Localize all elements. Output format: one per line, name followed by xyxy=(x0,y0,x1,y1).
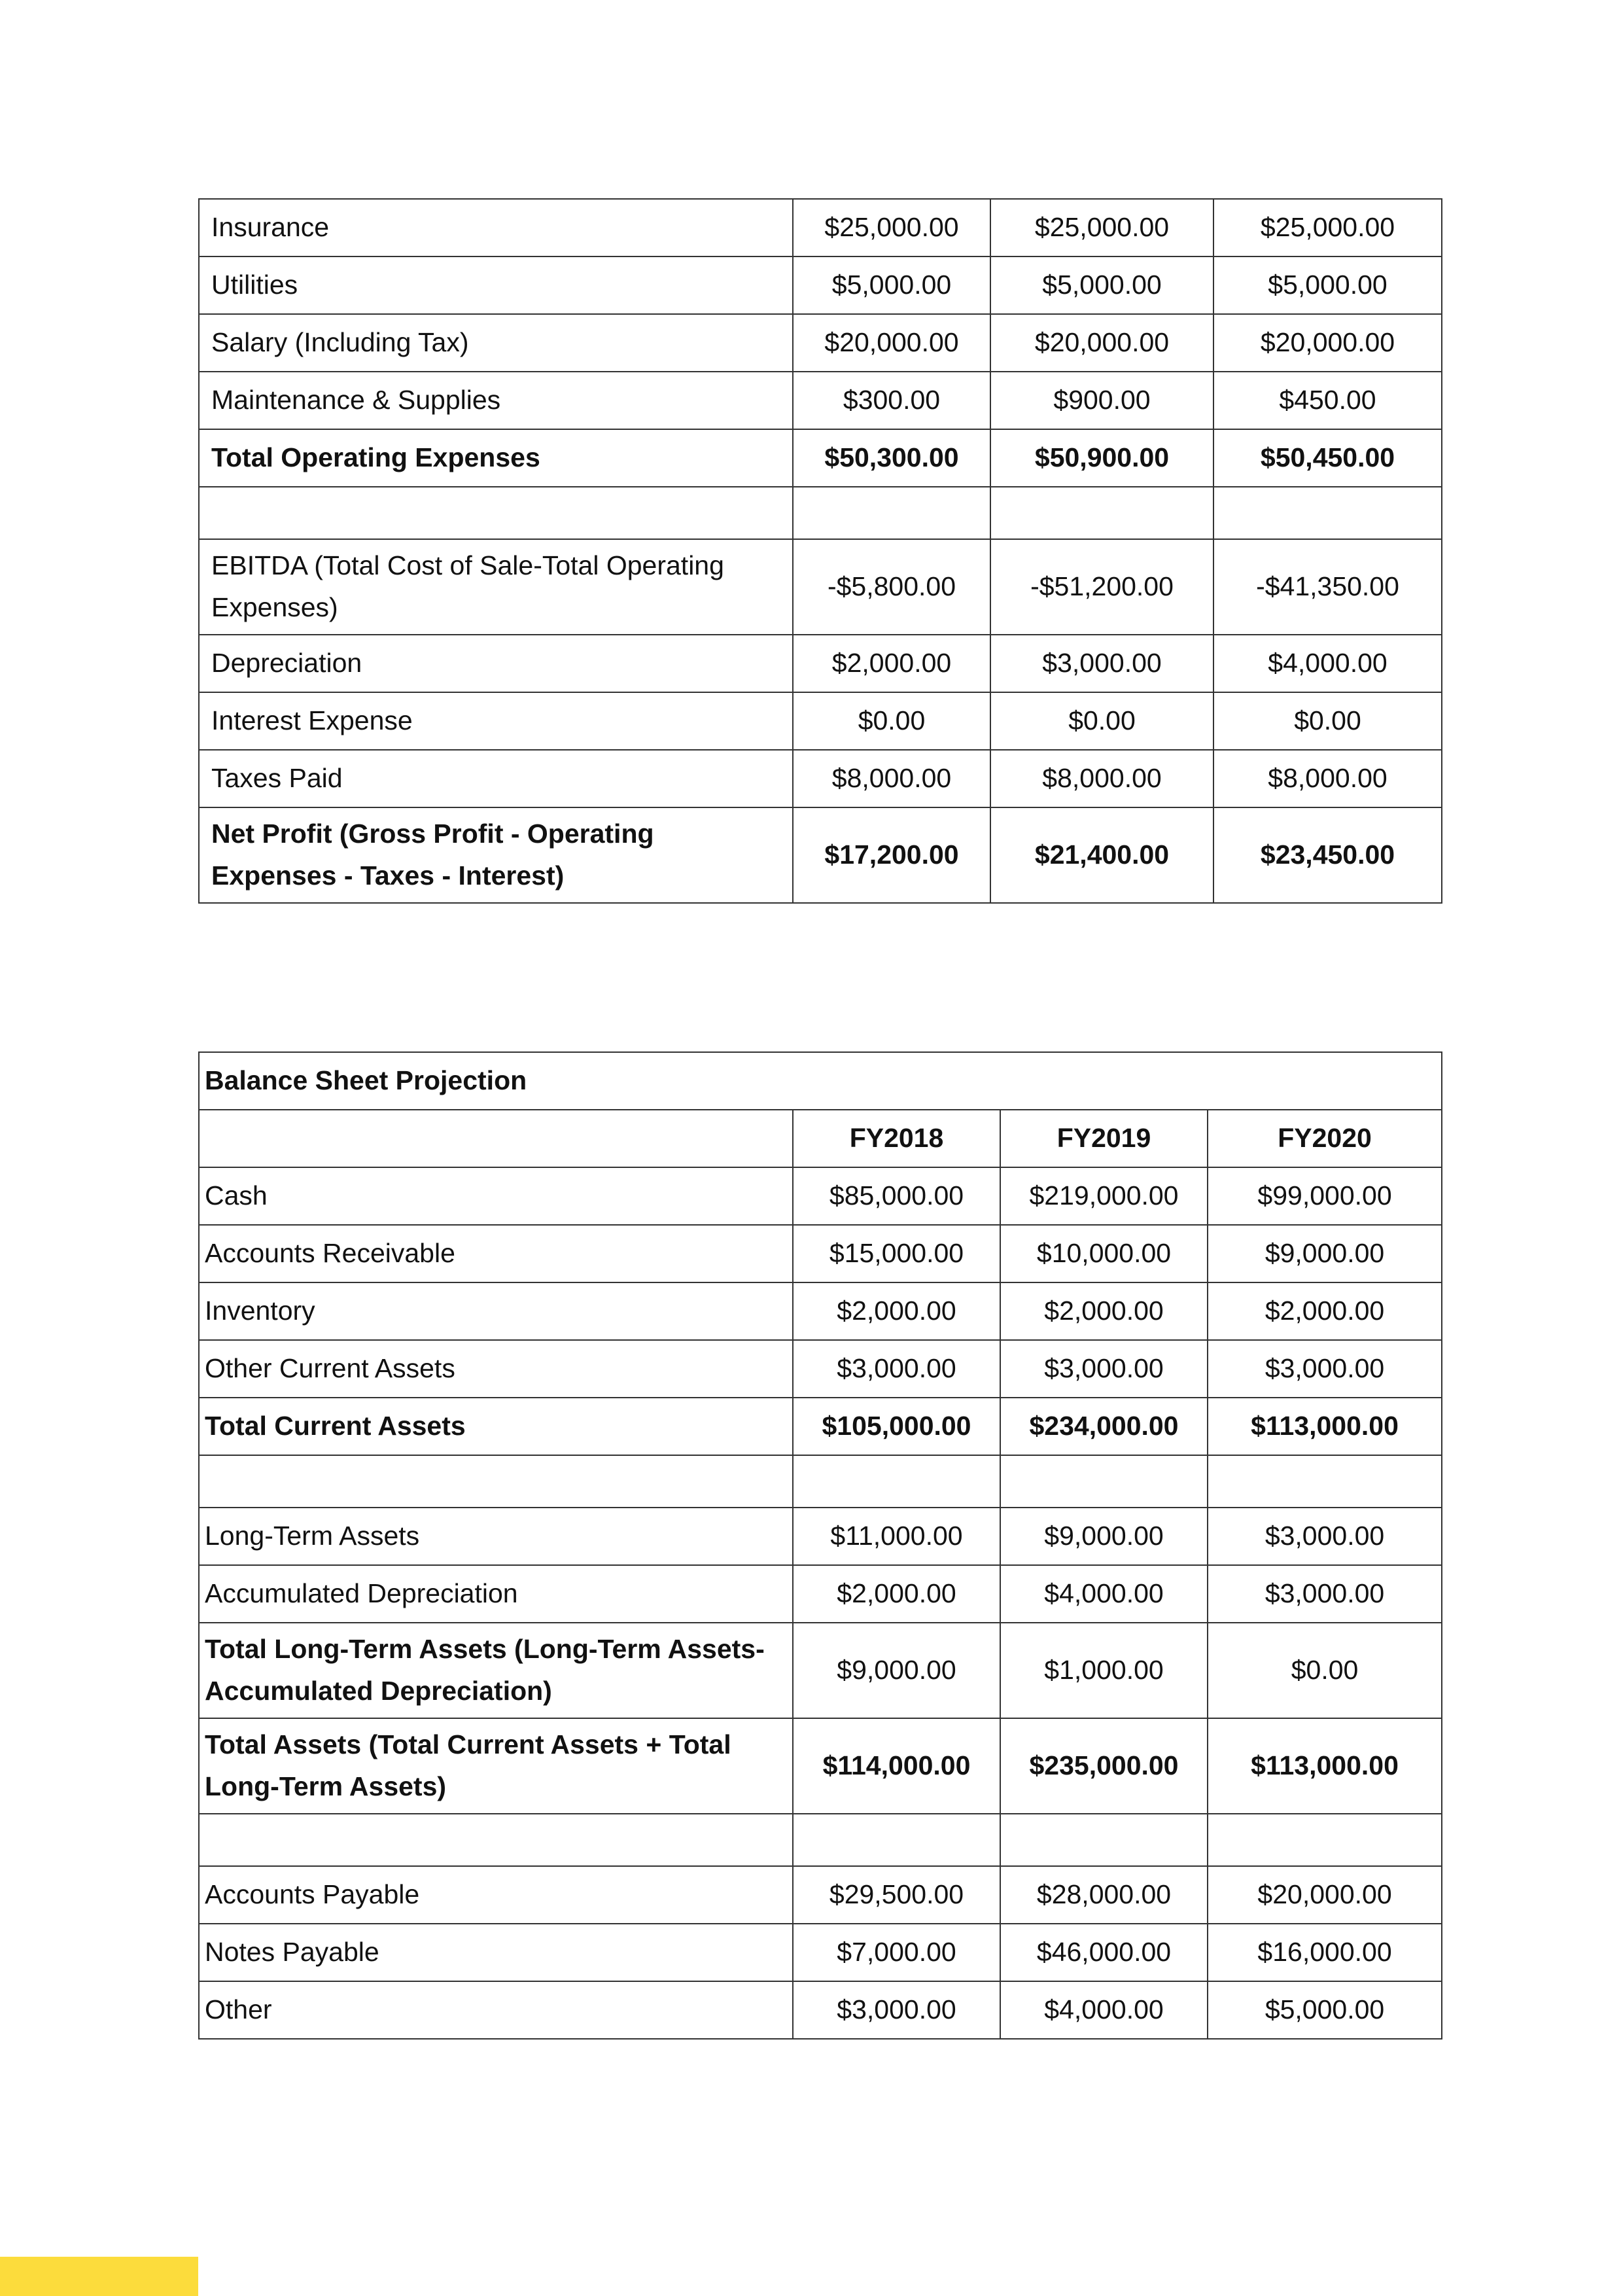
cell-value: $8,000.00 xyxy=(990,750,1213,807)
cell-value xyxy=(1208,1455,1442,1508)
cell-value: $114,000.00 xyxy=(793,1718,1000,1814)
table-row xyxy=(199,372,1442,429)
row-label: Total Operating Expenses xyxy=(199,429,793,487)
cell-value xyxy=(1213,487,1442,539)
row-label: EBITDA (Total Cost of Sale-Total Operating Expenses) xyxy=(199,539,793,635)
total-row xyxy=(199,1398,1442,1455)
cell-value: $3,000.00 xyxy=(1000,1340,1208,1398)
row-label: Inventory xyxy=(199,1282,793,1340)
cell-value: -$5,800.00 xyxy=(793,539,990,635)
cell-value: -$51,200.00 xyxy=(990,539,1213,635)
cell-value xyxy=(990,487,1213,539)
cell-value: $25,000.00 xyxy=(1213,199,1442,256)
row-label xyxy=(199,1814,793,1866)
cell-value: $0.00 xyxy=(1213,692,1442,750)
row-label: Notes Payable xyxy=(199,1924,793,1981)
row-label: Net Profit (Gross Profit - Operating Expenses - Taxes - Interest) xyxy=(199,807,793,903)
table-title: Balance Sheet Projection xyxy=(199,1052,1442,1110)
row-label: Salary (Including Tax) xyxy=(199,314,793,372)
cell-value: $10,000.00 xyxy=(1000,1225,1208,1282)
column-header: FY2020 xyxy=(1208,1110,1442,1167)
cell-value: $29,500.00 xyxy=(793,1866,1000,1924)
row-label: Interest Expense xyxy=(199,692,793,750)
cell-value: $0.00 xyxy=(990,692,1213,750)
cell-value: $234,000.00 xyxy=(1000,1398,1208,1455)
cell-value: $0.00 xyxy=(1208,1623,1442,1718)
cell-value: $3,000.00 xyxy=(990,635,1213,692)
table-row xyxy=(199,1167,1442,1225)
cell-value: $20,000.00 xyxy=(1208,1866,1442,1924)
table-row xyxy=(199,635,1442,692)
cell-value: $5,000.00 xyxy=(1213,256,1442,314)
table-row xyxy=(199,1866,1442,1924)
row-label xyxy=(199,1455,793,1508)
cell-value: $50,300.00 xyxy=(793,429,990,487)
table-row xyxy=(199,1340,1442,1398)
cell-value: $113,000.00 xyxy=(1208,1718,1442,1814)
table-row xyxy=(199,1508,1442,1565)
cell-value: $0.00 xyxy=(793,692,990,750)
row-label: Taxes Paid xyxy=(199,750,793,807)
row-label: Total Assets (Total Current Assets + Total Long-Term Assets) xyxy=(199,1718,793,1814)
cell-value: $3,000.00 xyxy=(1208,1340,1442,1398)
column-header: FY2019 xyxy=(1000,1110,1208,1167)
row-label: Other Current Assets xyxy=(199,1340,793,1398)
table-row xyxy=(199,314,1442,372)
cell-value: $113,000.00 xyxy=(1208,1398,1442,1455)
table-title-row xyxy=(199,1052,1442,1110)
cell-value: $11,000.00 xyxy=(793,1508,1000,1565)
row-label: Maintenance & Supplies xyxy=(199,372,793,429)
cell-value: $4,000.00 xyxy=(1213,635,1442,692)
cell-value: $23,450.00 xyxy=(1213,807,1442,903)
row-label: Total Long-Term Assets (Long-Term Assets-Accumulated Depreciation) xyxy=(199,1623,793,1718)
header-empty xyxy=(199,1110,793,1167)
row-label xyxy=(199,487,793,539)
spacer-row xyxy=(199,1814,1442,1866)
cell-value: $2,000.00 xyxy=(793,635,990,692)
table-row xyxy=(199,1282,1442,1340)
income-statement-table xyxy=(198,198,1442,904)
cell-value: $25,000.00 xyxy=(990,199,1213,256)
cell-value: $3,000.00 xyxy=(793,1340,1000,1398)
table-row xyxy=(199,1623,1442,1718)
cell-value: $2,000.00 xyxy=(793,1282,1000,1340)
table-row xyxy=(199,750,1442,807)
spacer-row xyxy=(199,1455,1442,1508)
cell-value: $900.00 xyxy=(990,372,1213,429)
cell-value: $4,000.00 xyxy=(1000,1565,1208,1623)
cell-value xyxy=(793,487,990,539)
total-row xyxy=(199,1718,1442,1814)
cell-value: $21,400.00 xyxy=(990,807,1213,903)
cell-value: $3,000.00 xyxy=(1208,1565,1442,1623)
row-label: Long-Term Assets xyxy=(199,1508,793,1565)
cell-value: $9,000.00 xyxy=(1000,1508,1208,1565)
cell-value: $25,000.00 xyxy=(793,199,990,256)
cell-value: $99,000.00 xyxy=(1208,1167,1442,1225)
cell-value: $3,000.00 xyxy=(793,1981,1000,2039)
cell-value: $46,000.00 xyxy=(1000,1924,1208,1981)
row-label: Accounts Receivable xyxy=(199,1225,793,1282)
cell-value: $9,000.00 xyxy=(1208,1225,1442,1282)
cell-value: $2,000.00 xyxy=(1208,1282,1442,1340)
cell-value: $300.00 xyxy=(793,372,990,429)
cell-value: $50,900.00 xyxy=(990,429,1213,487)
header-row xyxy=(199,1110,1442,1167)
row-label: Cash xyxy=(199,1167,793,1225)
cell-value: $5,000.00 xyxy=(1208,1981,1442,2039)
column-header: FY2018 xyxy=(793,1110,1000,1167)
footer-accent-bar xyxy=(0,2257,198,2296)
cell-value xyxy=(1000,1814,1208,1866)
row-label: Total Current Assets xyxy=(199,1398,793,1455)
table-row xyxy=(199,199,1442,256)
cell-value: $20,000.00 xyxy=(990,314,1213,372)
cell-value: $4,000.00 xyxy=(1000,1981,1208,2039)
cell-value xyxy=(1000,1455,1208,1508)
total-row xyxy=(199,429,1442,487)
cell-value: $105,000.00 xyxy=(793,1398,1000,1455)
cell-value: $16,000.00 xyxy=(1208,1924,1442,1981)
row-label: Utilities xyxy=(199,256,793,314)
cell-value: $7,000.00 xyxy=(793,1924,1000,1981)
table-row xyxy=(199,1225,1442,1282)
spacer-row xyxy=(199,487,1442,539)
cell-value: $8,000.00 xyxy=(793,750,990,807)
cell-value: $8,000.00 xyxy=(1213,750,1442,807)
cell-value: $28,000.00 xyxy=(1000,1866,1208,1924)
cell-value: $20,000.00 xyxy=(1213,314,1442,372)
cell-value: $17,200.00 xyxy=(793,807,990,903)
cell-value: $235,000.00 xyxy=(1000,1718,1208,1814)
cell-value: $1,000.00 xyxy=(1000,1623,1208,1718)
cell-value: $50,450.00 xyxy=(1213,429,1442,487)
cell-value: $3,000.00 xyxy=(1208,1508,1442,1565)
cell-value: $450.00 xyxy=(1213,372,1442,429)
table-row xyxy=(199,539,1442,635)
cell-value: $2,000.00 xyxy=(1000,1282,1208,1340)
cell-value: $5,000.00 xyxy=(990,256,1213,314)
table-row xyxy=(199,1565,1442,1623)
cell-value: $9,000.00 xyxy=(793,1623,1000,1718)
cell-value: $5,000.00 xyxy=(793,256,990,314)
cell-value: $15,000.00 xyxy=(793,1225,1000,1282)
row-label: Accumulated Depreciation xyxy=(199,1565,793,1623)
cell-value: $20,000.00 xyxy=(793,314,990,372)
cell-value xyxy=(793,1455,1000,1508)
row-label: Insurance xyxy=(199,199,793,256)
table-row xyxy=(199,1981,1442,2039)
table-row xyxy=(199,1924,1442,1981)
cell-value: $219,000.00 xyxy=(1000,1167,1208,1225)
balance-sheet-table xyxy=(198,1051,1442,2040)
table-row xyxy=(199,692,1442,750)
row-label: Depreciation xyxy=(199,635,793,692)
cell-value xyxy=(1208,1814,1442,1866)
row-label: Other xyxy=(199,1981,793,2039)
cell-value: $2,000.00 xyxy=(793,1565,1000,1623)
cell-value: $85,000.00 xyxy=(793,1167,1000,1225)
table-row xyxy=(199,256,1442,314)
cell-value xyxy=(793,1814,1000,1866)
cell-value: -$41,350.00 xyxy=(1213,539,1442,635)
row-label: Accounts Payable xyxy=(199,1866,793,1924)
total-row xyxy=(199,807,1442,903)
